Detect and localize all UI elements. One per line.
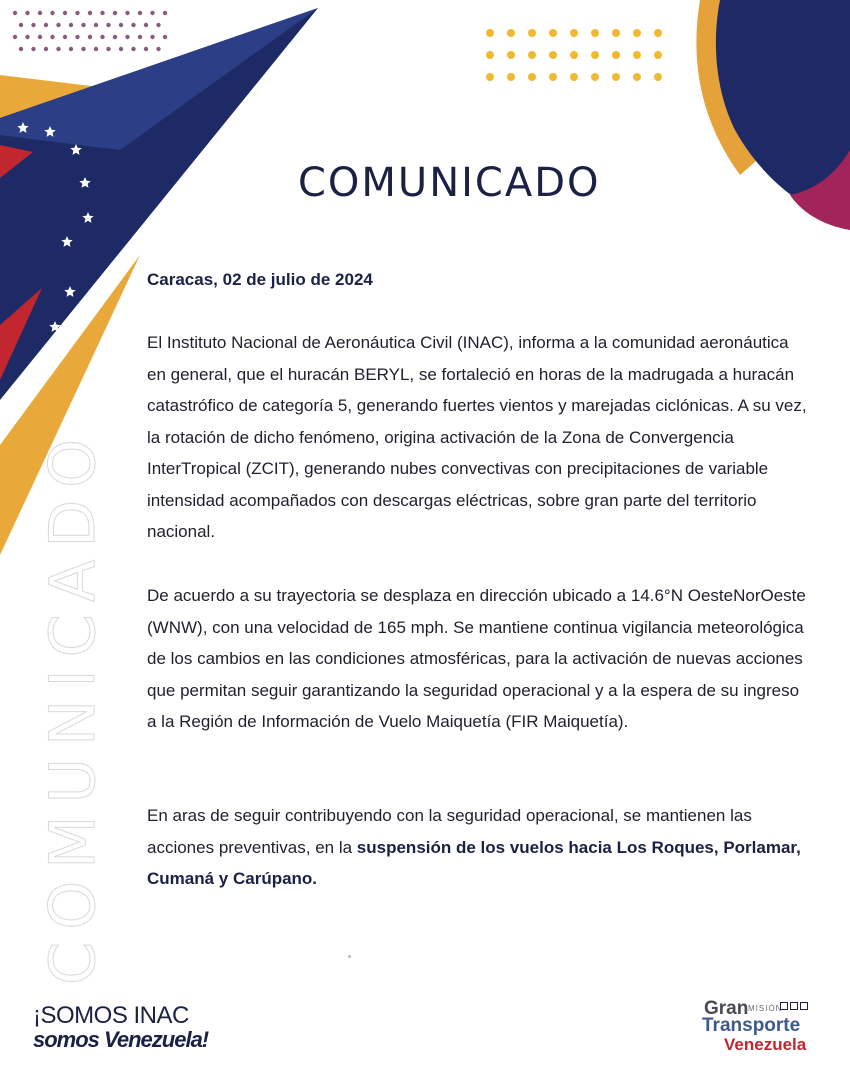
yellow-dot: [612, 51, 620, 59]
purple-dot: [69, 47, 73, 51]
yellow-dot: [507, 73, 515, 81]
logo-square-icon: [790, 1002, 798, 1010]
purple-dot: [150, 35, 154, 39]
purple-dot: [50, 35, 54, 39]
purple-dot: [81, 23, 85, 27]
purple-dot: [138, 35, 142, 39]
purple-dot: [119, 47, 123, 51]
purple-dot: [38, 11, 42, 15]
yellow-dot: [570, 51, 578, 59]
yellow-dot: [549, 51, 557, 59]
yellow-dot: [549, 73, 557, 81]
gran-mision-transporte-logo: [698, 998, 818, 1060]
purple-dot: [56, 23, 60, 27]
logo-square-icon: [800, 1002, 808, 1010]
purple-dot-grid: [13, 11, 167, 51]
yellow-dot: [486, 73, 494, 81]
purple-dot: [25, 11, 29, 15]
yellow-dot: [507, 51, 515, 59]
purple-dot: [106, 23, 110, 27]
scan-dot: [348, 955, 351, 958]
yellow-dot: [654, 73, 662, 81]
purple-dot: [100, 35, 104, 39]
yellow-dot: [654, 51, 662, 59]
side-watermark: COMUNICADO: [36, 427, 109, 985]
purple-dot: [31, 47, 35, 51]
yellow-dot: [570, 73, 578, 81]
slogan-line-2: somos Venezuela!: [33, 1027, 209, 1052]
yellow-dot: [507, 29, 515, 37]
purple-dot: [144, 23, 148, 27]
purple-dot: [25, 35, 29, 39]
yellow-dot: [591, 51, 599, 59]
paragraph-3: [147, 800, 807, 895]
yellow-dot: [549, 29, 557, 37]
yellow-dot: [654, 29, 662, 37]
yellow-dot: [486, 29, 494, 37]
purple-dot: [19, 23, 23, 27]
logo-venezuela-suffix: ezuela: [754, 1035, 807, 1054]
purple-dot: [13, 11, 17, 15]
yellow-dot: [570, 29, 578, 37]
purple-dot: [63, 35, 67, 39]
yellow-dot: [486, 51, 494, 59]
purple-dot: [31, 23, 35, 27]
purple-dot: [44, 23, 48, 27]
purple-dot: [19, 47, 23, 51]
purple-dot: [131, 47, 135, 51]
purple-dot: [138, 11, 142, 15]
purple-dot: [88, 35, 92, 39]
yellow-dot: [612, 73, 620, 81]
purple-dot: [56, 47, 60, 51]
paragraph-1: El Instituto Nacional de Aeronáutica Civil (INAC), informa a la comunidad aeronáutica en general, que el huracán BERYL, se fortaleció en horas de la madrugada a huracán catastrófico de categoría 5, generando fuertes vientos y marejadas ciclónicas. A su vez, la rotación de dicho fenómeno, origina activación de la Zona de Convergencia InterTropical (ZCIT), generando nubes convectivas con precipitaciones de variable intensidad acompañados con descargas eléctricas, sobre gran parte del territorio nacional.: [147, 333, 807, 541]
yellow-dot: [633, 51, 641, 59]
logo-square-icon: [780, 1002, 788, 1010]
logo-squares-icon: [780, 1002, 808, 1010]
purple-dot: [163, 35, 167, 39]
logo-transporte: Transporte: [702, 1015, 801, 1036]
purple-dot: [113, 35, 117, 39]
purple-dot: [13, 35, 17, 39]
purple-dot: [38, 35, 42, 39]
yellow-dot: [633, 73, 641, 81]
purple-dot: [94, 23, 98, 27]
purple-dot: [69, 23, 73, 27]
yellow-dot: [528, 73, 536, 81]
slogan-line-1: ¡SOMOS INAC: [33, 1002, 189, 1029]
purple-dot: [156, 23, 160, 27]
purple-dot: [75, 35, 79, 39]
page-title: COMUNICADO: [298, 160, 601, 206]
purple-dot: [150, 11, 154, 15]
purple-dot: [163, 11, 167, 15]
purple-dot: [63, 11, 67, 15]
logo-venezuela-prefix: Ven: [724, 1035, 755, 1054]
purple-dot: [125, 35, 129, 39]
purple-dot: [44, 47, 48, 51]
purple-dot: [94, 47, 98, 51]
purple-dot: [144, 47, 148, 51]
yellow-dot: [528, 29, 536, 37]
date-line: Caracas, 02 de julio de 2024: [147, 270, 373, 289]
yellow-dot: [633, 29, 641, 37]
paragraph-2: De acuerdo a su trayectoria se desplaza en dirección ubicado a 14.6°N OesteNorOeste (WNW), con una velocidad de 165 mph. Se mantiene continua vigilancia meteorológica de los cambios en las condiciones atmosféricas, para la activación de nuevas acciones que permitan seguir garantizando la seguridad operacional y a la espera de su ingreso a la Región de Información de Vuelo Maiquetía (FIR Maiquetía).: [147, 586, 806, 731]
paragraph-3-bold: suspensión de los vuelos hacia Los Roques, Porlamar, Cumaná y Carúpano.: [147, 837, 801, 888]
purple-dot: [131, 23, 135, 27]
purple-dot: [100, 11, 104, 15]
yellow-dot: [591, 29, 599, 37]
logo-venezuela: [724, 1035, 806, 1055]
logo-gran: Gran: [704, 998, 749, 1019]
yellow-dot: [612, 29, 620, 37]
yellow-dot-grid: [486, 29, 662, 81]
purple-dot: [81, 47, 85, 51]
purple-dot: [119, 23, 123, 27]
purple-dot: [156, 47, 160, 51]
yellow-dot: [591, 73, 599, 81]
purple-dot: [113, 11, 117, 15]
paragraph-3-intro: En aras de seguir contribuyendo con la seguridad operacional, se mantienen las acciones preventivas, en la: [147, 806, 752, 857]
purple-dot: [88, 11, 92, 15]
yellow-dot: [528, 51, 536, 59]
purple-dot: [75, 11, 79, 15]
purple-dot: [106, 47, 110, 51]
purple-dot: [50, 11, 54, 15]
purple-dot: [125, 11, 129, 15]
logo-mision: MISIÓN: [748, 1004, 783, 1013]
